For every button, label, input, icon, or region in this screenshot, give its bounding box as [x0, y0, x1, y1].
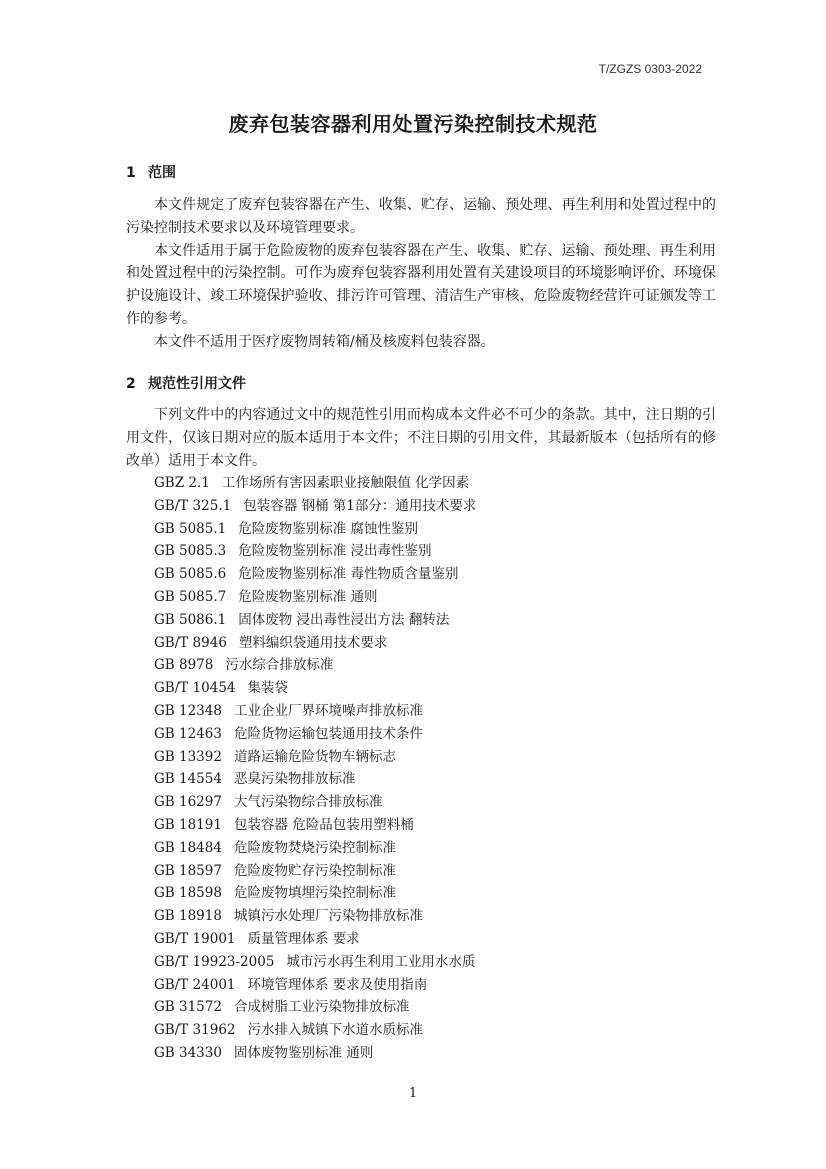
section-2-heading [126, 373, 246, 393]
reference-name: 危险废物鉴别标准 毒性物质含量鉴别 [238, 566, 459, 583]
reference-name: 工业企业厂界环境噪声排放标准 [233, 702, 423, 719]
section-1-paragraph: 本文件适用于属于危险废物的废弃包装容器在产生、收集、贮存、运输、预处理、再生利用和处置过程中的污染控制。可作为废弃包装容器利用处置有关建设项目的环境影响评价、环境保护设施设计、竣工环境保护验收、排污许可管理、清洁生产审核、危险废物经营许可证颁发等工作的参考。 [126, 242, 716, 327]
reference-item [154, 814, 476, 837]
reference-name: 大气污染物综合排放标准 [233, 794, 383, 811]
reference-code: GB/T 325.1 [154, 497, 232, 514]
reference-name: 污水排入城镇下水道水质标准 [247, 1022, 423, 1039]
reference-name: 危险废物填埋污染控制标准 [233, 885, 396, 902]
section-1-body [126, 194, 716, 354]
reference-item [154, 974, 476, 997]
reference-code: GB 31572 [154, 999, 222, 1016]
reference-code: GB 18484 [154, 839, 222, 856]
reference-name: 固体废物鉴别标准 通则 [233, 1044, 374, 1061]
reference-code: GB 5085.6 [154, 566, 227, 583]
section-1-title: 范围 [148, 165, 176, 181]
reference-name: 包装容器 危险品包装用塑料桶 [233, 816, 414, 833]
reference-code: GB 16297 [154, 794, 222, 811]
document-title: 废弃包装容器利用处置污染控制技术规范 [228, 112, 598, 136]
reference-name: 包装容器 钢桶 第1部分：通用技术要求 [243, 497, 477, 514]
reference-name: 环境管理体系 要求及使用指南 [247, 976, 428, 993]
reference-code: GB 12463 [154, 725, 222, 742]
section-2-intro-paragraph: 下列文件中的内容通过文中的规范性引用而构成本文件必不可少的条款。其中，注日期的引用文件，仅该日期对应的版本适用于本文件；不注日期的引用文件，其最新版本（包括所有的修改单）适用于本文件。 [126, 407, 716, 469]
reference-name: 城镇污水处理厂污染物排放标准 [233, 908, 423, 925]
page-number: 1 [408, 1086, 418, 1101]
reference-name: 质量管理体系 要求 [247, 930, 360, 947]
reference-code: GB 34330 [154, 1044, 222, 1061]
reference-code: GB 8978 [154, 657, 214, 674]
normative-references-list [154, 472, 476, 1065]
reference-code: GBZ 2.1 [154, 475, 210, 491]
section-1-paragraph: 本文件规定了废弃包装容器在产生、收集、贮存、运输、预处理、再生利用和处置过程中的污染控制技术要求以及环境管理要求。 [126, 197, 716, 236]
reference-code: GB 18191 [154, 816, 222, 833]
reference-item [154, 1019, 476, 1042]
reference-code: GB 14554 [154, 771, 222, 788]
section-2-number: 2 [126, 376, 136, 392]
reference-item [154, 495, 476, 518]
reference-code: GB 18918 [154, 908, 222, 925]
section-1-number: 1 [126, 165, 136, 181]
reference-item [154, 563, 476, 586]
reference-name: 危险货物运输包装通用技术条件 [233, 725, 423, 742]
reference-item [154, 700, 476, 723]
section-1-paragraph: 本文件不适用于医疗废物周转箱/桶及核废料包装容器。 [154, 333, 495, 350]
reference-item [154, 837, 476, 860]
reference-item [154, 677, 476, 700]
reference-item [154, 632, 476, 655]
reference-item [154, 791, 476, 814]
reference-name: 危险废物焚烧污染控制标准 [233, 839, 396, 856]
reference-code: GB 5085.7 [154, 588, 227, 605]
reference-item [154, 882, 476, 905]
reference-name: 城市污水再生利用工业用水水质 [286, 953, 476, 970]
reference-name: 恶臭污染物排放标准 [233, 771, 356, 788]
reference-code: GB 13392 [154, 748, 222, 765]
reference-name: 危险废物鉴别标准 浸出毒性鉴别 [238, 543, 432, 560]
reference-code: GB/T 19001 [154, 930, 236, 947]
reference-item [154, 472, 476, 495]
reference-name: 危险废物贮存污染控制标准 [233, 862, 396, 879]
reference-item [154, 1042, 476, 1065]
reference-item [154, 951, 476, 974]
reference-code: GB 18597 [154, 862, 222, 879]
reference-item [154, 540, 476, 563]
reference-code: GB/T 10454 [154, 680, 236, 697]
reference-name: 危险废物鉴别标准 通则 [238, 588, 378, 605]
reference-item [154, 609, 476, 632]
reference-name: 道路运输危险货物车辆标志 [233, 748, 396, 765]
reference-code: GB/T 24001 [154, 976, 236, 993]
reference-name: 固体废物 浸出毒性浸出方法 翻转法 [238, 611, 450, 628]
reference-item [154, 746, 476, 769]
reference-item [154, 860, 476, 883]
reference-code: GB 18598 [154, 885, 222, 902]
reference-item [154, 654, 476, 677]
section-1-heading [126, 162, 176, 182]
reference-item [154, 905, 476, 928]
reference-name: 合成树脂工业污染物排放标准 [233, 999, 410, 1016]
reference-code: GB 12348 [154, 702, 222, 719]
reference-item [154, 723, 476, 746]
reference-item [154, 518, 476, 541]
reference-name: 危险废物鉴别标准 腐蚀性鉴别 [238, 520, 419, 537]
reference-code: GB 5086.1 [154, 611, 227, 628]
reference-name: 集装袋 [247, 680, 288, 697]
reference-name: 工作场所有害因素职业接触限值 化学因素 [221, 475, 470, 491]
reference-item [154, 928, 476, 951]
reference-name: 污水综合排放标准 [225, 657, 334, 674]
reference-code: GB 5085.1 [154, 520, 227, 537]
reference-name: 塑料编织袋通用技术要求 [238, 634, 388, 651]
section-2-title: 规范性引用文件 [148, 376, 246, 392]
standard-code: T/ZGZS 0303-2022 [598, 62, 702, 76]
reference-item [154, 586, 476, 609]
reference-code: GB 5085.3 [154, 543, 227, 560]
reference-code: GB/T 19923-2005 [154, 953, 275, 970]
reference-code: GB/T 31962 [154, 1022, 236, 1039]
section-2-intro [126, 404, 716, 472]
reference-code: GB/T 8946 [154, 634, 227, 651]
reference-item [154, 996, 476, 1019]
reference-item [154, 768, 476, 791]
